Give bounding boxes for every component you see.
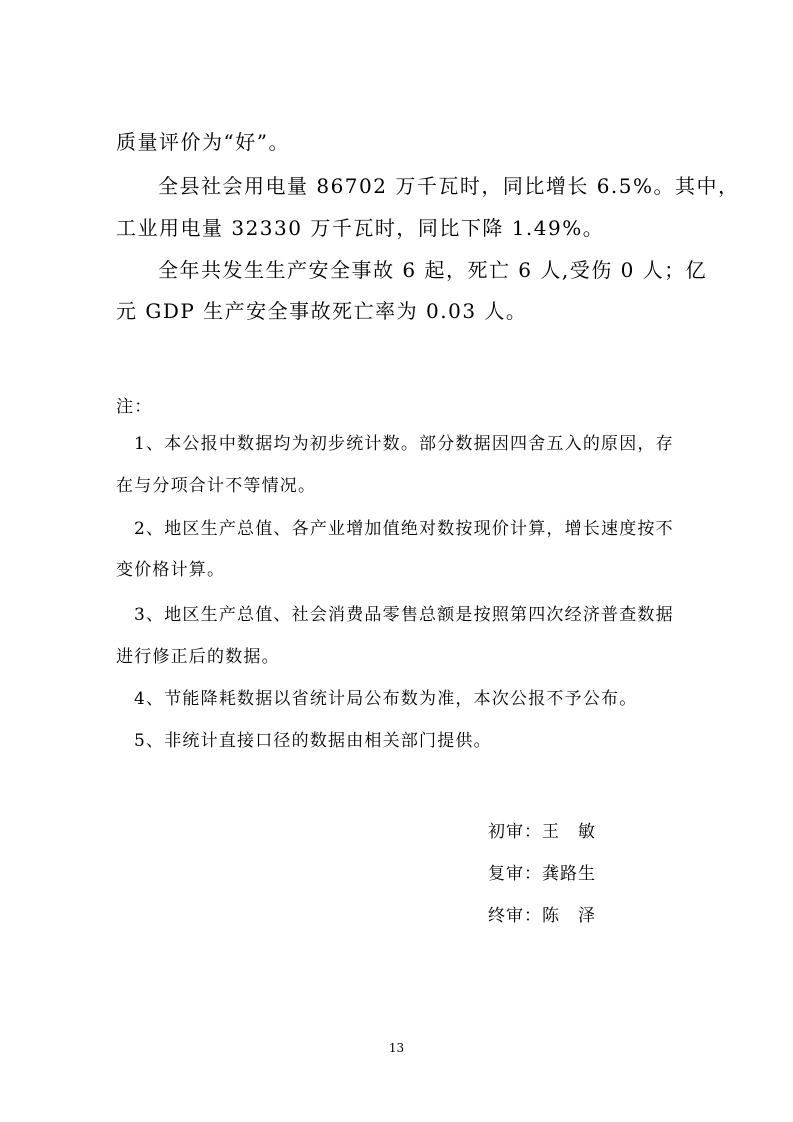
note-line-8: 5、非统计直接口径的数据由相关部门提供。: [134, 731, 492, 751]
signature-role: 终审：: [488, 906, 542, 926]
note-line-6: 进行修正后的数据。: [116, 647, 280, 667]
body-line-4: 全年共发生生产安全事故 6 起，死亡 6 人,受伤 0 人；亿: [158, 258, 708, 282]
signature-second-review: [488, 862, 596, 886]
note-line-4: 变价格计算。: [116, 560, 226, 580]
note-line-1: 1、本公报中数据均为初步统计数。部分数据因四舍五入的原因，存: [134, 434, 674, 454]
signature-final-review: [488, 904, 596, 928]
notes-heading: 注：: [116, 397, 153, 417]
signature-role: 复审：: [488, 864, 542, 884]
signature-role: 初审：: [488, 822, 542, 842]
note-line-5: 3、地区生产总值、社会消费品零售总额是按照第四次经济普查数据: [134, 605, 674, 625]
signature-name: 陈 泽: [542, 906, 596, 926]
body-line-5: 元 GDP 生产安全事故死亡率为 0.03 人。: [116, 299, 528, 323]
body-line-1: 质量评价为“好”。: [116, 130, 290, 154]
page-number: 13: [388, 1041, 405, 1055]
note-line-3: 2、地区生产总值、各产业增加值绝对数按现价计算，增长速度按不: [134, 519, 674, 539]
note-line-7: 4、节能降耗数据以省统计局公布数为准，本次公报不予公布。: [134, 689, 638, 709]
signature-name: 龚路生: [542, 864, 596, 884]
note-line-2: 在与分项合计不等情况。: [116, 476, 317, 496]
body-line-3: 工业用电量 32330 万千瓦时，同比下降 1.49%。: [116, 216, 605, 240]
body-line-2: 全县社会用电量 86702 万千瓦时，同比增长 6.5%。其中，: [158, 174, 740, 198]
signature-initial-review: [488, 820, 596, 844]
signature-name: 王 敏: [542, 822, 596, 842]
